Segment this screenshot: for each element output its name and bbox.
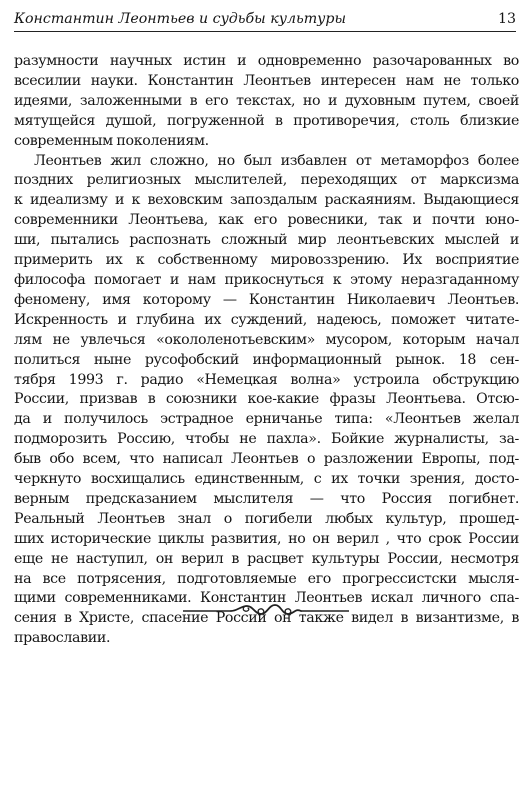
- text-line: ши, пытались распознать сложный мир леонтьевских мыслей и: [14, 232, 519, 249]
- text-line: подморозить Россию, чтобы не пахла». Бойкие журналисты, за-: [14, 431, 519, 448]
- text-line: еще не наступил, он верил в расцвет культуры России, несмотря: [14, 550, 519, 567]
- text-line: щими современниками. Константин Леонтьев искал личного спа-: [14, 590, 519, 607]
- running-title: Константин Леонтьев и судьбы культуры: [14, 11, 347, 27]
- text-line: философа помогает и нам прикоснуться к этому неразгаданному: [14, 271, 519, 288]
- text-line: на все потрясения, подготовляемые его прогрессистски мысля-: [14, 570, 519, 587]
- text-line: мятущейся душой, погруженной в противоречия, столь близкие: [14, 112, 519, 129]
- text-line: современным поколениям.: [14, 132, 209, 149]
- page-number: 13: [497, 11, 516, 27]
- text-line: сения в Христе, спасение России он также видел в византизме, в: [14, 610, 519, 627]
- text-line: всесилии науки. Константин Леонтьев интересен нам не только: [14, 72, 519, 89]
- ornament-divider: [181, 600, 351, 622]
- text-line: лям не увлечься «окололенотьевским» мусором, которым начал: [14, 331, 519, 348]
- main-text: [14, 52, 519, 649]
- text-line: феномену, имя которому — Константин Николаевич Леонтьев.: [14, 291, 519, 308]
- paragraph-2: [14, 152, 519, 650]
- text-line: России, призвав в союзники кое-какие фразы Леонтьева. Отсю-: [14, 391, 519, 408]
- text-line: Леонтьев жил сложно, но был избавлен от метаморфоз более: [34, 152, 519, 169]
- text-line: к идеализму и к веховским запоздалым раскаяниям. Выдающиеся: [14, 192, 519, 209]
- text-line: Реальный Леонтьев знал о погибели любых культур, прошед-: [14, 510, 519, 527]
- text-line: тября 1993 г. радио «Немецкая волна» устроила обструкцию: [14, 371, 519, 388]
- text-line: быв обо всем, что написал Леонтьев о разложении Европы, под-: [14, 451, 519, 468]
- text-line: православии.: [14, 630, 111, 647]
- text-line: примерить их к собственному мировоззрению. Их восприятие: [14, 252, 519, 269]
- text-line: Искренность и глубина их суждений, надеюсь, поможет читате-: [14, 311, 519, 328]
- text-line: идеями, заложенными в его текстах, но и духовным путем, своей: [14, 92, 519, 109]
- text-line: да и получилось эстрадное ерничанье типа: «Леонтьев желал: [14, 411, 519, 428]
- text-line: политься ныне русофобский информационный рынок. 18 сен-: [14, 351, 519, 368]
- paragraph-1: [14, 52, 519, 152]
- text-line: верным предсказанием мыслителя — что Россия погибнет.: [14, 490, 519, 507]
- text-line: современники Леонтьева, как его ровесники, так и почти юно-: [14, 212, 519, 229]
- running-head: [14, 9, 516, 32]
- text-line: ших исторические циклы развития, но он верил , что срок России: [14, 530, 519, 547]
- text-line: поздних религиозных мыслителей, переходящих от марксизма: [14, 172, 519, 189]
- text-line: черкнуто восхищались единственным, с их точки зрения, досто-: [14, 471, 519, 488]
- text-line: разумности научных истин и одновременно разочарованных во: [14, 53, 519, 69]
